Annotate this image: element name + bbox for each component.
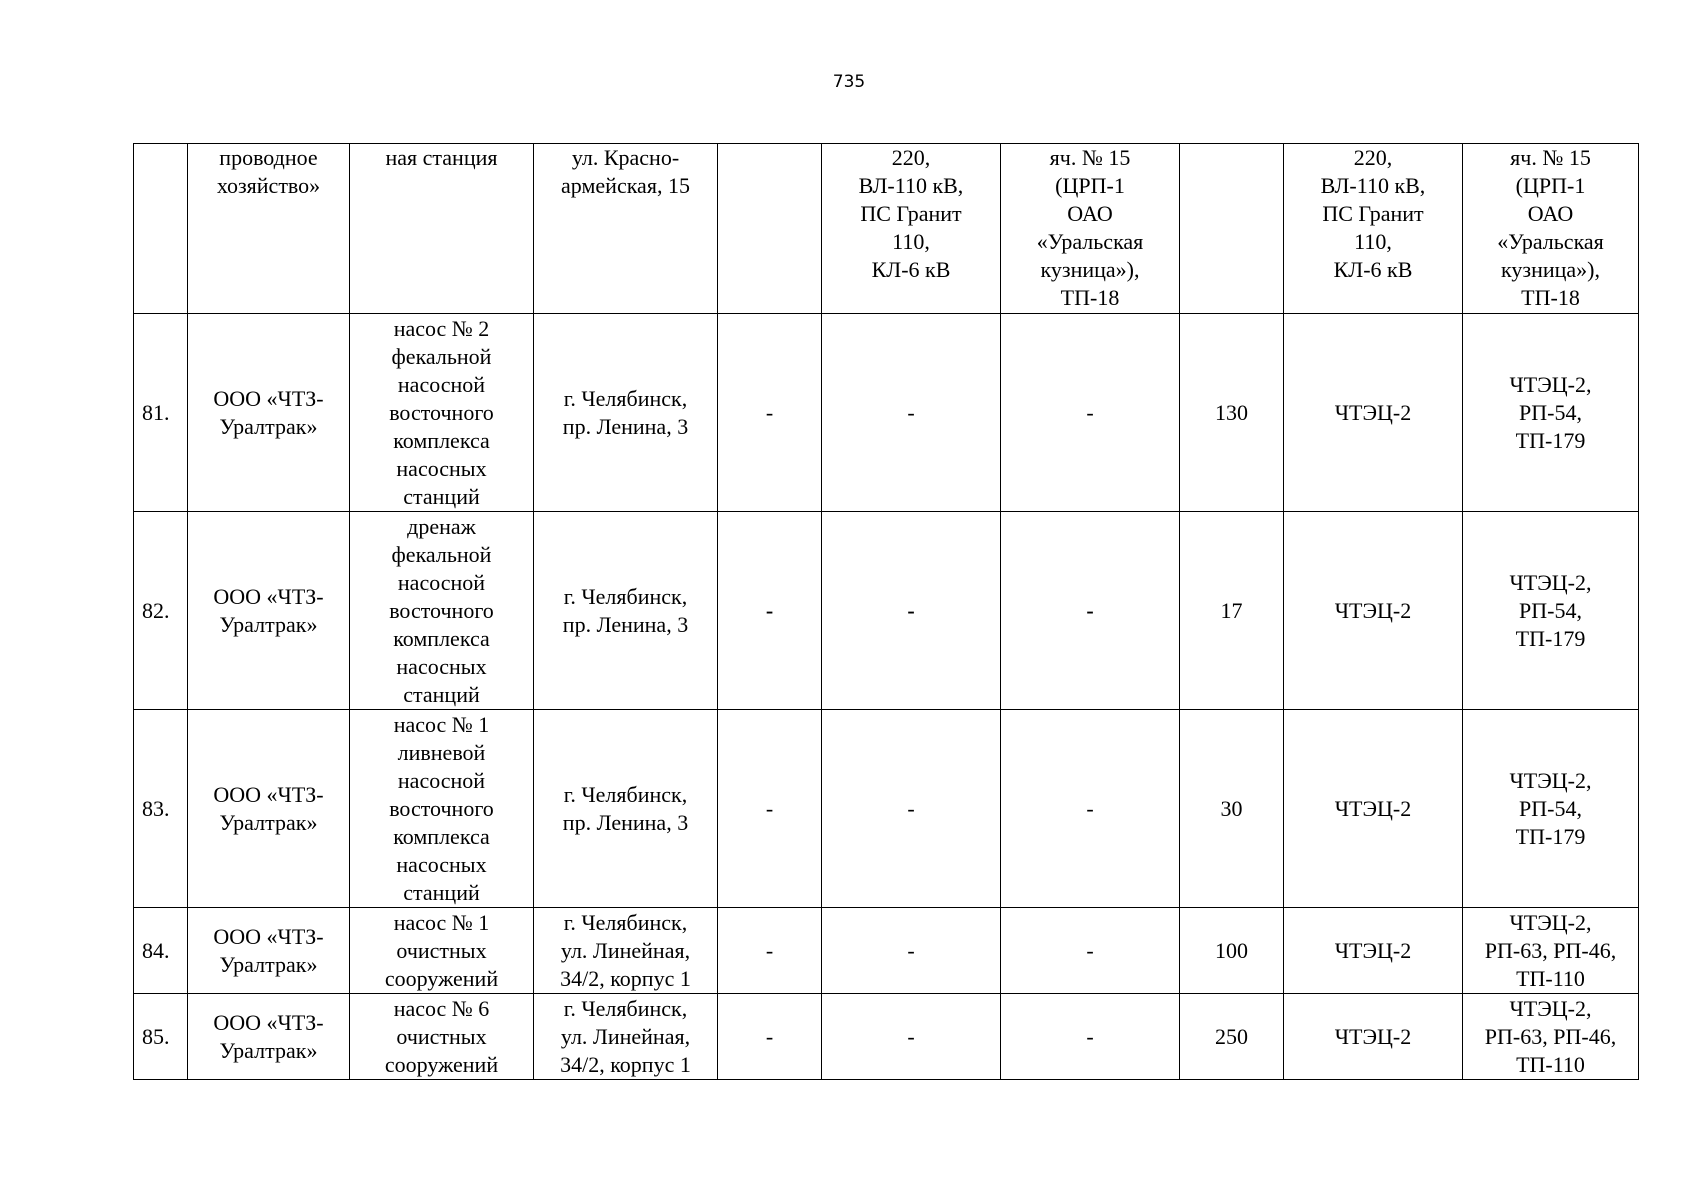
col9-cell: ЧТЭЦ-2 (1284, 710, 1463, 908)
col10-cell: яч. № 15 (ЦРП-1 ОАО «Уральская кузница»), ТП-18 (1463, 144, 1639, 314)
col7-cell: яч. № 15 (ЦРП-1 ОАО «Уральская кузница»), ТП-18 (1001, 144, 1180, 314)
address-cell: г. Челябинск, пр. Ленина, 3 (534, 710, 718, 908)
col9-cell: ЧТЭЦ-2 (1284, 314, 1463, 512)
col5-cell (718, 144, 822, 314)
col8-cell: 30 (1180, 710, 1284, 908)
col6-cell: - (822, 314, 1001, 512)
address-cell: г. Челябинск, пр. Ленина, 3 (534, 314, 718, 512)
row-number (134, 144, 188, 314)
row-number: 85. (134, 994, 188, 1080)
table-row (134, 710, 1639, 908)
col5-cell: - (718, 710, 822, 908)
row-number: 82. (134, 512, 188, 710)
object-cell: ная станция (350, 144, 534, 314)
col6-cell: - (822, 512, 1001, 710)
col8-cell: 100 (1180, 908, 1284, 994)
col7-cell: - (1001, 710, 1180, 908)
owner-cell: ООО «ЧТЗ- Уралтрак» (188, 710, 350, 908)
col7-cell: - (1001, 512, 1180, 710)
address-cell: г. Челябинск, ул. Линейная, 34/2, корпус 1 (534, 994, 718, 1080)
row-number: 81. (134, 314, 188, 512)
col10-cell: ЧТЭЦ-2, РП-63, РП-46, ТП-110 (1463, 908, 1639, 994)
address-cell: г. Челябинск, ул. Линейная, 34/2, корпус 1 (534, 908, 718, 994)
page-number: 735 (832, 72, 866, 92)
col6-cell: - (822, 908, 1001, 994)
table-row (134, 908, 1639, 994)
owner-cell: ООО «ЧТЗ- Уралтрак» (188, 994, 350, 1080)
col10-cell: ЧТЭЦ-2, РП-54, ТП-179 (1463, 314, 1639, 512)
col6-cell: 220, ВЛ-110 кВ, ПС Гранит 110, КЛ-6 кВ (822, 144, 1001, 314)
col8-cell: 130 (1180, 314, 1284, 512)
table-row (134, 512, 1639, 710)
object-cell: насос № 1 очистных сооружений (350, 908, 534, 994)
object-cell: насос № 6 очистных сооружений (350, 994, 534, 1080)
col9-cell: ЧТЭЦ-2 (1284, 994, 1463, 1080)
col8-cell (1180, 144, 1284, 314)
col8-cell: 17 (1180, 512, 1284, 710)
owner-cell: ООО «ЧТЗ- Уралтрак» (188, 512, 350, 710)
table-row (134, 314, 1639, 512)
col7-cell: - (1001, 908, 1180, 994)
col5-cell: - (718, 314, 822, 512)
col6-cell: - (822, 994, 1001, 1080)
object-cell: насос № 1 ливневой насосной восточного комплекса насосных станций (350, 710, 534, 908)
col5-cell: - (718, 994, 822, 1080)
col6-cell: - (822, 710, 1001, 908)
data-table (133, 143, 1639, 1080)
row-number: 84. (134, 908, 188, 994)
object-cell: дренаж фекальной насосной восточного комплекса насосных станций (350, 512, 534, 710)
col10-cell: ЧТЭЦ-2, РП-54, ТП-179 (1463, 710, 1639, 908)
owner-cell: ООО «ЧТЗ- Уралтрак» (188, 908, 350, 994)
col10-cell: ЧТЭЦ-2, РП-54, ТП-179 (1463, 512, 1639, 710)
owner-cell: ООО «ЧТЗ- Уралтрак» (188, 314, 350, 512)
row-number: 83. (134, 710, 188, 908)
col7-cell: - (1001, 994, 1180, 1080)
address-cell: г. Челябинск, пр. Ленина, 3 (534, 512, 718, 710)
address-cell: ул. Красно- армейская, 15 (534, 144, 718, 314)
col9-cell: ЧТЭЦ-2 (1284, 512, 1463, 710)
table-row (134, 994, 1639, 1080)
col5-cell: - (718, 512, 822, 710)
col10-cell: ЧТЭЦ-2, РП-63, РП-46, ТП-110 (1463, 994, 1639, 1080)
object-cell: насос № 2 фекальной насосной восточного комплекса насосных станций (350, 314, 534, 512)
col7-cell: - (1001, 314, 1180, 512)
col5-cell: - (718, 908, 822, 994)
col9-cell: ЧТЭЦ-2 (1284, 908, 1463, 994)
table-row (134, 144, 1639, 314)
col8-cell: 250 (1180, 994, 1284, 1080)
col9-cell: 220, ВЛ-110 кВ, ПС Гранит 110, КЛ-6 кВ (1284, 144, 1463, 314)
owner-cell: проводное хозяйство» (188, 144, 350, 314)
